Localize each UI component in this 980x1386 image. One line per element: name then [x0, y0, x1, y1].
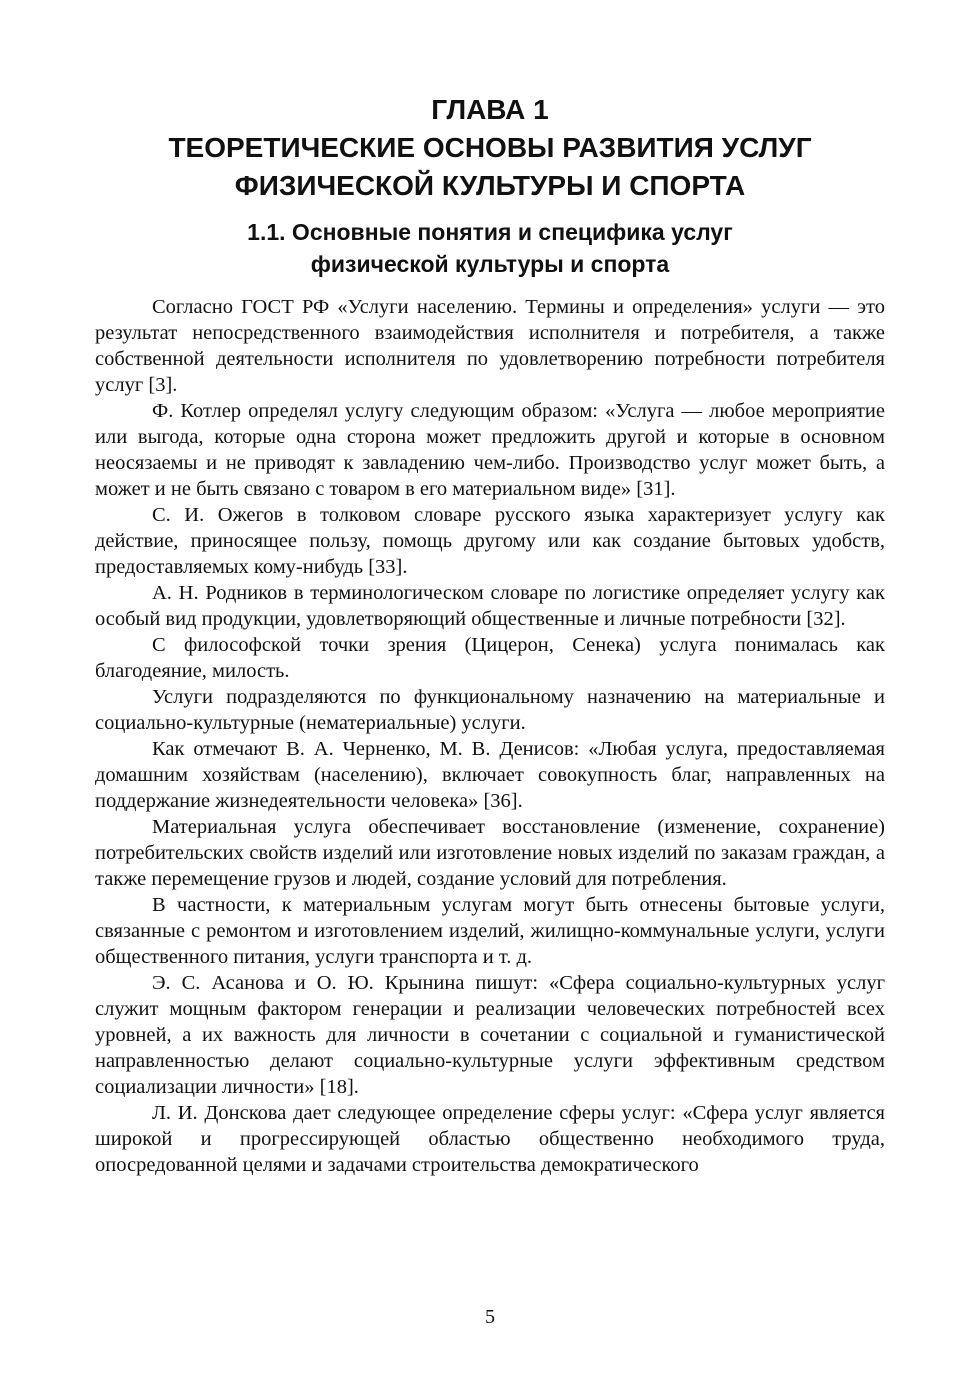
chapter-title-line-2: ФИЗИЧЕСКОЙ КУЛЬТУРЫ И СПОРТА [234, 170, 746, 201]
paragraph: С. И. Ожегов в толковом словаре русского языка характеризует услугу как действие, приносящее пользу, помощь другому или как создание бытовых удобств, предоставляемых кому-нибудь [33]. [95, 504, 885, 578]
page-number: 5 [485, 1306, 495, 1328]
paragraph: В частности, к материальным услугам могут быть отнесены бытовые услуги, связанные с ремонтом и изготовлением изделий, жилищно-коммунальные услуги, услуги общественного питания, услуги транспорта и т. д. [95, 894, 885, 968]
section-heading [95, 216, 885, 280]
section-title-line-1: 1.1. Основные понятия и специфика услуг [247, 219, 733, 245]
paragraph: Согласно ГОСТ РФ «Услуги населению. Термины и определения» услуги — это результат непосредственного взаимодействия исполнителя и потребителя, а также собственной деятельности исполнителя по удовлетворению потребности потребителя услуг [3]. [95, 296, 885, 396]
paragraph: Услуги подразделяются по функциональному назначению на материальные и социально-культурные (нематериальные) услуги. [95, 686, 885, 734]
paragraph: С философской точки зрения (Цицерон, Сенека) услуга понималась как благодеяние, милость. [95, 634, 885, 682]
section-title-line-2: физической культуры и спорта [310, 251, 670, 277]
body-text [95, 294, 885, 1178]
paragraph: Материальная услуга обеспечивает восстановление (изменение, сохранение) потребительских свойств изделий или изготовление новых изделий по заказам граждан, а также перемещение грузов и людей, создание условий для потребления. [95, 816, 885, 890]
paragraph: Ф. Котлер определял услугу следующим образом: «Услуга — любое мероприятие или выгода, которые одна сторона может предложить другой и которые в основном неосязаемы и не приводят к завладению чем-либо. Производство услуг может быть, а может и не быть связано с товаром в его материальном виде» [31]. [95, 400, 885, 500]
paragraph: А. Н. Родников в терминологическом словаре по логистике определяет услугу как особый вид продукции, удовлетворяющий общественные и личные потребности [32]. [95, 582, 885, 630]
paragraph: Э. С. Асанова и О. Ю. Крынина пишут: «Сфера социально-культурных услуг служит мощным фактором генерации и реализации человеческих потребностей всех уровней, а их важность для личности в сочетании с социальной и гуманистической направленностью делают социально-культурные услуги эффективным средством социализации личности» [18]. [95, 972, 885, 1098]
paragraph: Как отмечают В. А. Черненко, М. В. Денисов: «Любая услуга, предоставляемая домашним хозяйствам (населению), включает совокупность благ, направленных на поддержание жизнедеятельности человека» [36]. [95, 738, 885, 812]
chapter-title-line-1: ТЕОРЕТИЧЕСКИЕ ОСНОВЫ РАЗВИТИЯ УСЛУГ [168, 132, 812, 163]
chapter-label: ГЛАВА 1 [431, 94, 549, 125]
paragraph: Л. И. Донскова дает следующее определение сферы услуг: «Сфера услуг является широкой и прогрессирующей областью общественно необходимого труда, опосредованной целями и задачами строительства демократического [95, 1102, 885, 1176]
chapter-heading [95, 91, 885, 205]
